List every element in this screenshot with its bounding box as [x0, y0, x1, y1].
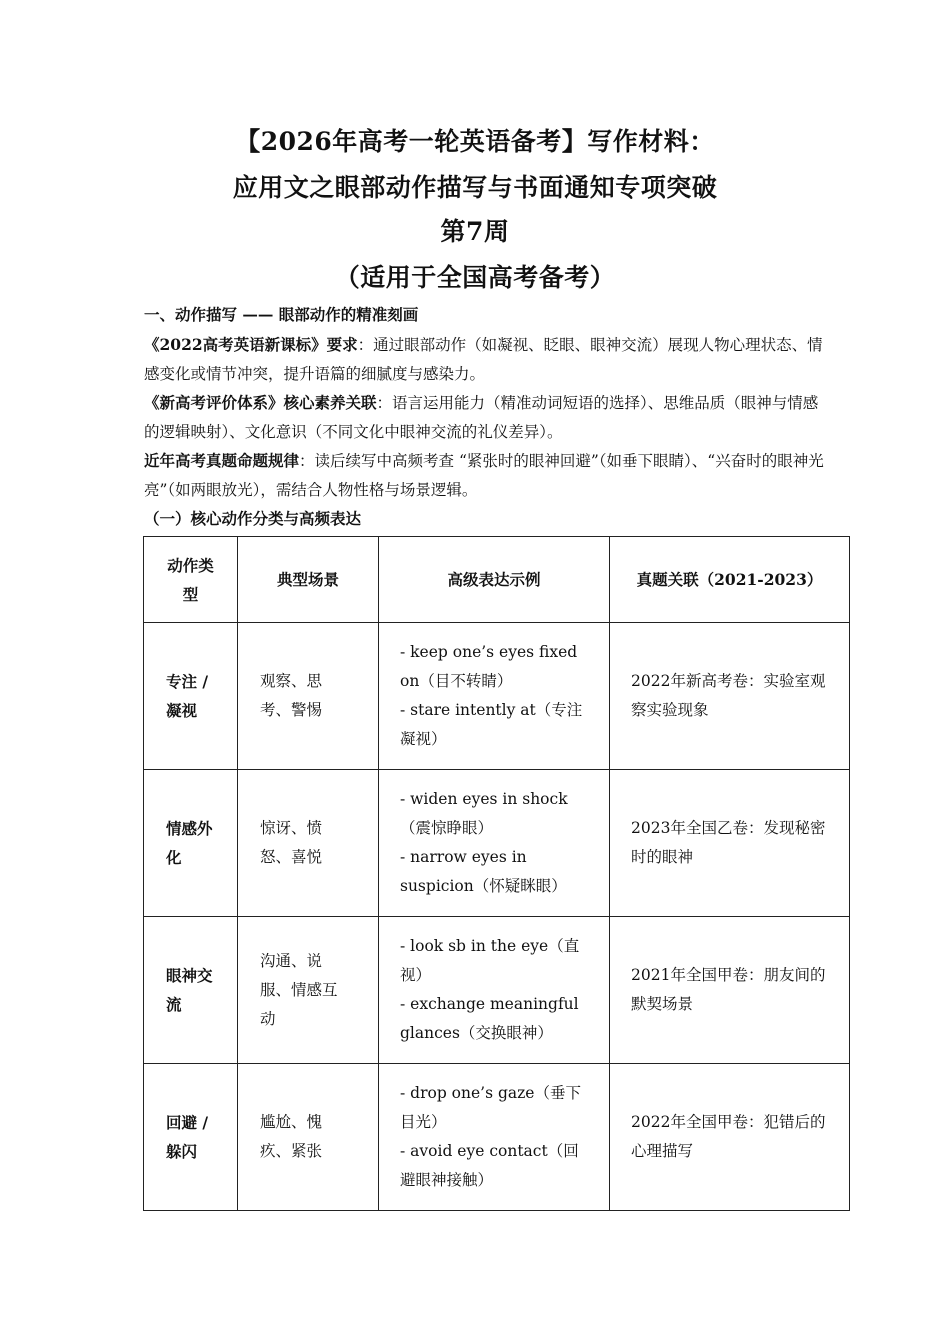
paragraph-exam-pattern — [144, 446, 824, 505]
scene-cell: 惊讶、愤怒、喜悦 — [238, 770, 379, 917]
expression-line: - drop one’s gaze（垂下目光） — [400, 1084, 581, 1131]
table-row — [144, 1064, 850, 1211]
exam-cell: 2023年全国乙卷：发现秘密时的眼神 — [610, 770, 850, 917]
header-cell-type: 动作类型 — [144, 537, 238, 623]
paragraph-curriculum — [144, 330, 824, 389]
type-cell: 专注 / 凝视 — [144, 623, 238, 770]
paragraph-exam-pattern-text: ：读后续写中高频考查 “紧张时的眼神回避”（如垂下眼睛）、“兴奋时的眼神光亮”（如两眼放光），需结合人物性格与场景逻辑。 — [144, 452, 824, 499]
expression-cell — [379, 770, 610, 917]
title-line-1: 【2026年高考一轮英语备考】写作材料： — [235, 127, 715, 156]
exam-cell: 2021年全国甲卷：朋友间的默契场景 — [610, 917, 850, 1064]
expression-line: - look sb in the eye（直视） — [400, 937, 580, 984]
sub-heading — [144, 504, 824, 534]
title-line-2: 应用文之眼部动作描写与书面通知专项突破 — [232, 173, 718, 202]
table-row — [144, 623, 850, 770]
table-row — [144, 770, 850, 917]
expression-line: - stare intently at（专注凝视） — [400, 701, 583, 748]
exam-cell: 2022年新高考卷：实验室观察实验现象 — [610, 623, 850, 770]
expression-cell — [379, 623, 610, 770]
expression-line: - keep one’s eyes fixed on（目不转睛） — [400, 643, 578, 690]
table-row — [144, 917, 850, 1064]
expression-table — [143, 536, 850, 1211]
scene-cell: 观察、思考、警惕 — [238, 623, 379, 770]
paragraph-exam-pattern-label: 近年高考真题命题规律 — [144, 451, 300, 470]
paragraph-evaluation — [144, 388, 824, 447]
paragraph-evaluation-label: 《新高考评价体系》核心素养关联 — [144, 393, 377, 412]
paragraph-curriculum-text: ：通过眼部动作（如凝视、眨眼、眼神交流）展现人物心理状态、情感变化或情节冲突，提升语篇的细腻度与感染力。 — [144, 336, 823, 383]
expression-cell — [379, 1064, 610, 1211]
type-cell: 情感外化 — [144, 770, 238, 917]
title-line-3: 第7周 — [440, 217, 510, 246]
expression-line: - exchange meaningful glances（交换眼神） — [400, 995, 579, 1042]
expression-line: - narrow eyes in suspicion（怀疑眯眼） — [400, 848, 567, 895]
exam-cell: 2022年全国甲卷：犯错后的心理描写 — [610, 1064, 850, 1211]
table-header-row — [144, 537, 850, 623]
type-cell: 眼神交流 — [144, 917, 238, 1064]
header-cell-exam: 真题关联（2021-2023） — [610, 537, 850, 623]
sub-heading-text: （一）核心动作分类与高频表达 — [144, 509, 362, 528]
header-cell-scene: 典型场景 — [238, 537, 379, 623]
expression-line: - widen eyes in shock（震惊睁眼） — [400, 790, 568, 837]
paragraph-curriculum-label: 《2022高考英语新课标》要求 — [144, 335, 358, 354]
header-cell-expression: 高级表达示例 — [379, 537, 610, 623]
scene-cell: 尴尬、愧疚、紧张 — [238, 1064, 379, 1211]
expression-line: - avoid eye contact（回避眼神接触） — [400, 1142, 579, 1189]
scene-cell: 沟通、说服、情感互动 — [238, 917, 379, 1064]
title-line-4: （适用于全国高考备考） — [334, 263, 616, 292]
expression-cell — [379, 917, 610, 1064]
paragraph-evaluation-text: ：语言运用能力（精准动词短语的选择）、思维品质（眼神与情感的逻辑映射）、文化意识（不同文化中眼神交流的礼仪差异）。 — [144, 394, 819, 441]
type-cell: 回避 / 躲闪 — [144, 1064, 238, 1211]
section-heading — [144, 300, 824, 330]
section-heading-text: 一、动作描写 —— 眼部动作的精准刻画 — [144, 305, 419, 324]
